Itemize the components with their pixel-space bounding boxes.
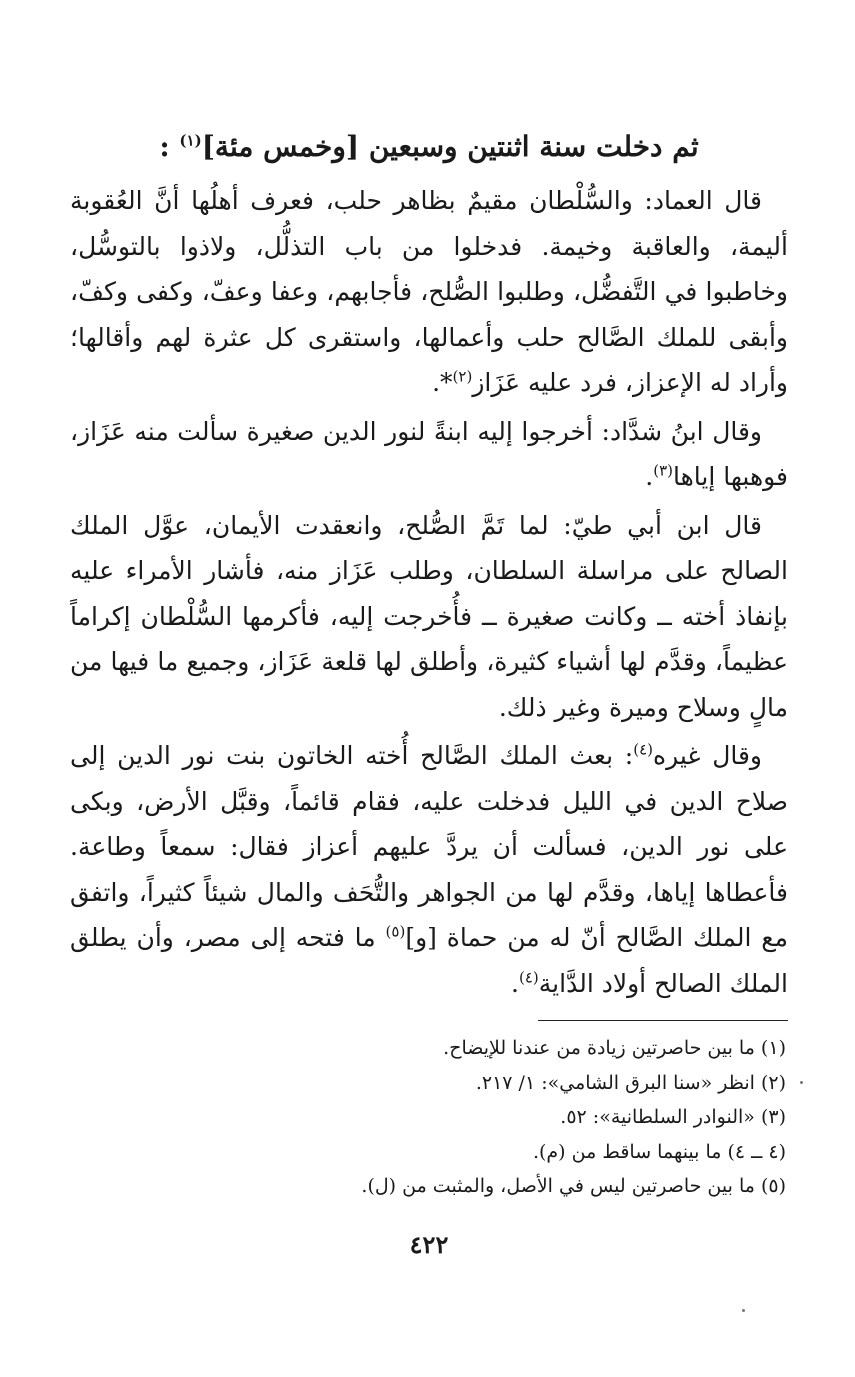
- footnote-ref: (٤): [633, 740, 653, 759]
- scan-speck: [800, 1081, 803, 1084]
- footnotes: [70, 1031, 788, 1204]
- footnote-divider: [538, 1020, 788, 1021]
- paragraph-text: وقال ابنُ شدَّاد: أخرجوا إليه ابنةً لنور الدين صغيرة سألت منه عَزَاز، فوهبها إياها: [70, 416, 788, 491]
- paragraph-ghayruh: [70, 733, 788, 1006]
- paragraph-text: وقال غيره: [652, 741, 762, 770]
- paragraph-text: : بعث الملك الصَّالح أُخته الخاتون بنت نور الدين إلى صلاح الدين في الليل فدخلت عليه، فقام قائماً، وقبَّل الأرض، وبكى على نور الدين، فسألت أن يردَّ عليهم أعزاز فقال: سمعاً وطاعة. فأعطاها إياها، وقدَّم لها من الجواهر والتُّحَف والمال شيئاً كثيراً، واتفق مع الملك الصَّالح أنّ له من حماة [و]: [70, 741, 788, 952]
- paragraph-text: .: [511, 968, 519, 998]
- heading-footnote-ref: (١): [179, 131, 202, 150]
- heading-text: ثم دخلت سنة اثنتين وسبعين [وخمس مئة]: [201, 130, 699, 163]
- paragraph-text: قال ابن أبي طيّ: لما تَمَّ الصُّلح، وانعقدت الأيمان، عوَّل الملك الصالح على مراسلة السلطان، وطلب عَزَاز منه، فأشار الأمراء عليه بإنفاذ أخته ــ وكانت صغيرة ــ فأُخرجت إليه، فأكرمها السُّلْطان إكراماً عظيماً، وقدَّم لها أشياء كثيرة، وأطلق لها قلعة عَزَاز، وجميع ما فيها من مالٍ وسلاح وميرة وغير ذلك.: [70, 510, 788, 722]
- footnote-ref: (٥): [385, 922, 406, 941]
- footnote-item: (٢) انظر «سنا البرق الشامي»: ١/ ٢١٧.: [475, 1071, 786, 1094]
- paragraph-ibn-abi-tayy: [70, 503, 788, 731]
- paragraph-text: .: [645, 462, 654, 491]
- page-number: ٤٢٢: [409, 1229, 449, 1259]
- scan-speck: [742, 1309, 745, 1312]
- heading-colon: :: [159, 130, 180, 163]
- book-page: [70, 118, 788, 1259]
- paragraph-imad: [70, 178, 788, 406]
- paragraph-text: ما فتحه إلى مصر، وأن يطلق الملك الصالح أولاد الدَّاية: [70, 923, 788, 998]
- footnote-ref: (٤): [519, 968, 539, 987]
- chapter-heading: [70, 118, 788, 176]
- footnote-item: (٣) «النوادر السلطانية»: ٥٢.: [560, 1106, 786, 1128]
- paragraph-ibn-shaddad: [70, 409, 788, 500]
- footnote-item: (٥) ما بين حاصرتين ليس في الأصل، والمثبت من (ل).: [361, 1175, 786, 1197]
- footnote-ref: (٢): [452, 367, 473, 386]
- paragraph-text: *.: [432, 368, 453, 397]
- footnote-ref: (٣): [653, 461, 673, 480]
- footnote-item: (١) ما بين حاصرتين زيادة من عندنا للإيضاح.: [443, 1037, 786, 1059]
- footnote-item: (٤ ــ ٤) ما بينهما ساقط من (م).: [532, 1140, 786, 1163]
- paragraph-text: قال العماد: والسُّلْطان مقيمٌ بظاهر حلب، فعرف أهلُها أنَّ العُقوبة أليمة، والعاقبة وخيمة. فدخلوا من باب التذلُّل، ولاذوا بالتوسُّل، وخاطبوا في التَّفضُّل، وطلبوا الصُّلح، فأجابهم، وعفا وعفّ، وكفى وكفّ، وأبقى للملك الصَّالح حلب وأعمالها، واستقرى كل عثرة لهم وأقالها؛ وأراد له الإعزاز، فرد عليه عَزَاز: [70, 186, 788, 397]
